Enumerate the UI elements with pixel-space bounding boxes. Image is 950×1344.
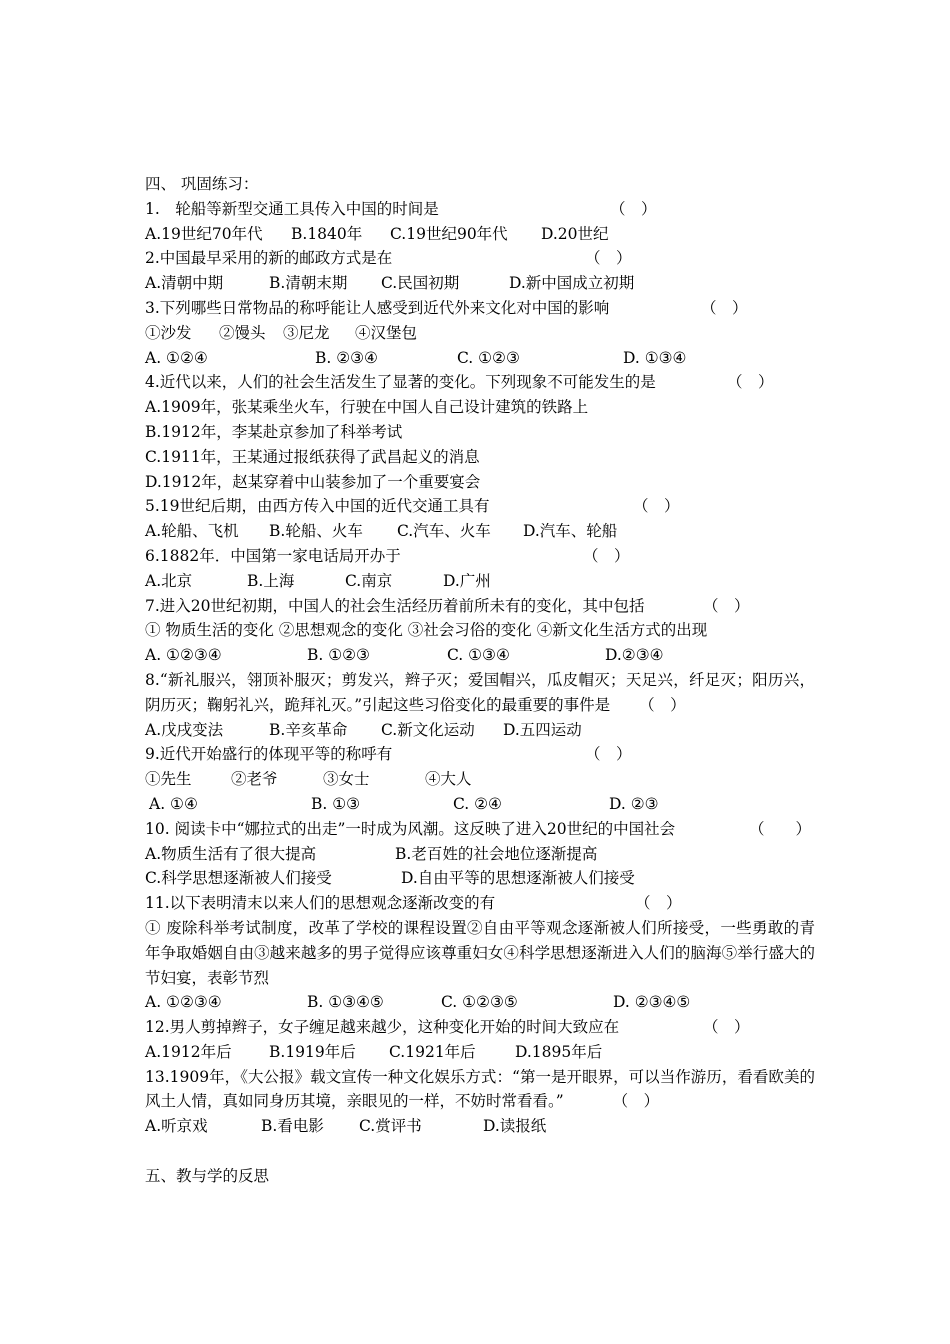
question-stem-text: 5.19世纪后期，由西方传入中国的近代交通工具有 [145,497,490,516]
option-a: A.戊戌变法 [145,720,224,739]
option-a: A.北京 [145,571,193,590]
question-8-stem [145,668,815,718]
option-d: D. ②③④⑤ [613,993,691,1012]
option-d: D.1895年后 [515,1042,603,1061]
question-stem-text: 7.进入20世纪初期，中国人的社会生活经历着前所未有的变化，其中包括 [145,596,645,615]
item-1: ①沙发 [145,323,192,342]
option-c: C.南京 [345,571,393,590]
option-c: C. ①②③ [457,348,520,367]
option-c: C.赏评书 [359,1117,422,1136]
question-4-option-d: D.1912年，赵某穿着中山装参加了一个重要宴会 [145,472,481,491]
option-d: D.读报纸 [483,1117,547,1136]
question-stem-text: 6.1882年．中国第一家电话局开办于 [145,546,401,565]
question-11-stem [145,891,815,916]
question-2-stem [145,246,815,271]
option-b: B.看电影 [261,1117,324,1136]
option-b: B.轮船、火车 [269,522,363,541]
option-c: C. ①③④ [447,646,510,665]
option-d: D. ①③④ [623,348,687,367]
answer-parentheses: （ ） [639,695,686,714]
question-stem-text: 10. 阅读卡中“娜拉式的出走”一时成为风潮。这反映了进入20世纪的中国社会 [145,819,676,838]
option-b: B. ②③④ [315,348,378,367]
option-b: B.1919年后 [269,1042,356,1061]
question-stem-text: 11.以下表明清末以来人们的思想观念逐渐改变的有 [145,894,496,913]
question-10-options-ab [145,842,815,867]
question-3-stem [145,296,815,321]
option-c: C.民国初期 [381,274,460,293]
option-c: C.1921年后 [389,1042,476,1061]
option-c: C. ②④ [453,794,502,813]
question-6-options [145,569,815,594]
answer-parentheses: （ ） [585,249,632,268]
question-1-options [145,222,815,247]
question-5-stem [145,494,815,519]
question-stem-text: 1. 轮船等新型交通工具传入中国的时间是 [145,199,439,218]
option-b: B.上海 [247,571,295,590]
answer-parentheses: （ ） [701,298,748,317]
option-a: A.物质生活有了很大提高 [145,844,317,863]
question-12-stem [145,1015,815,1040]
question-13-options [145,1114,815,1139]
item-3: ③女士 [323,770,370,789]
section-title: 四、 巩固练习： [145,175,259,193]
answer-parentheses: （ ） [727,373,774,392]
answer-parentheses: （ ） [585,745,632,764]
option-d: D.新中国成立初期 [509,274,635,293]
option-c: C.新文化运动 [381,720,475,739]
answer-parentheses: （ ） [583,546,630,565]
question-stem-text: 4.近代以来，人们的社会生活发生了显著的变化。下列现象不可能发生的是 [145,373,656,392]
question-11-items: ① 废除科举考试制度，改革了学校的课程设置②自由平等观念逐渐被人们所接受，一些勇敢的青年争取婚姻自由③越来越多的男子觉得应该尊重妇女④科学思想逐渐进入人们的脑海⑤举行盛大的节妇宴，表彰节烈 [145,918,815,987]
question-stem-text: 3.下列哪些日常物品的称呼能让人感受到近代外来文化对中国的影响 [145,298,610,317]
question-stem-text: 8.“新礼服兴，翎顶补服灭；剪发兴，辫子灭；爱国帽兴，瓜皮帽灭；天足兴，纤足灭；阳历兴，阴历灭；鞠躬礼兴，跪拜礼灭。”引起这些习俗变化的最重要的事件是 [145,670,815,714]
question-4-option-b: B.1912年，李某赴京参加了科举考试 [145,422,403,441]
option-b: B.老百姓的社会地位逐渐提高 [395,844,598,863]
item-4: ④大人 [425,770,472,789]
option-d: D.五四运动 [503,720,582,739]
section-title: 五、教与学的反思 [145,1166,270,1185]
option-a: A.清朝中期 [145,274,224,293]
question-1-stem [145,197,815,222]
option-c: C.19世纪90年代 [390,224,508,243]
option-a: A.1912年后 [145,1042,232,1061]
item-1: ①先生 [145,770,192,789]
option-a: A.19世纪70年代 [145,224,263,243]
question-7-items: ① 物质生活的变化 ②思想观念的变化 ③社会习俗的变化 ④新文化生活方式的出现 [145,621,708,640]
option-b: B.清朝末期 [269,274,348,293]
question-stem-text: 9.近代开始盛行的体现平等的称呼有 [145,745,393,764]
question-4-option-a: A.1909年，张某乘坐火车，行驶在中国人自己设计建筑的铁路上 [145,398,589,417]
option-d: D.自由平等的思想逐渐被人们接受 [401,869,635,888]
option-d: D.②③④ [605,646,664,665]
question-7-stem [145,594,815,619]
option-a: A. ①④ [149,794,198,813]
option-a: A. ①②③④ [145,993,222,1012]
option-b: B. ①②③ [307,646,370,665]
option-b: B.1840年 [291,224,363,243]
answer-parentheses: （ ） [633,497,680,516]
option-d: D.20世纪 [541,224,609,243]
question-3-items [145,321,815,346]
answer-parentheses: （ ） [703,596,750,615]
question-stem-text: 2.中国最早采用的新的邮政方式是在 [145,249,393,268]
option-b: B. ①③ [311,794,361,813]
question-2-options [145,271,815,296]
question-11-options [145,990,815,1015]
question-9-options [145,792,815,817]
answer-parentheses: （ ） [703,1018,750,1037]
worksheet-page [145,172,815,1189]
option-c: C.科学思想逐渐被人们接受 [145,869,332,888]
item-4: ④汉堡包 [355,323,418,342]
answer-parentheses: （ ） [610,199,657,218]
answer-parentheses: （ ） [612,1092,660,1111]
option-d: D.汽车、轮船 [523,522,618,541]
question-13-stem [145,1065,815,1115]
question-stem-text: 13.1909年，《大公报》载文宣传一种文化娱乐方式：“第一是开眼界，可以当作游历，看看欧美的风土人情，真如同身历其境，亲眼见的一样，不妨时常看看。” [145,1067,815,1111]
option-c: C.汽车、火车 [397,522,491,541]
item-2: ②老爷 [231,770,278,789]
question-4-stem [145,370,815,395]
question-8-options [145,718,815,743]
option-d: D.广州 [443,571,491,590]
option-a: A.听京戏 [145,1117,208,1136]
spacer [145,1139,815,1164]
option-a: A. ①②④ [145,348,208,367]
question-9-stem [145,742,815,767]
option-b: B.辛亥革命 [269,720,348,739]
answer-parentheses: （ ） [635,894,682,913]
option-c: C. ①②③⑤ [441,993,518,1012]
question-4-option-c: C.1911年，王某通过报纸获得了武昌起义的消息 [145,447,480,466]
question-5-options [145,519,815,544]
question-6-stem [145,544,815,569]
answer-parentheses: （ ） [749,819,812,838]
item-2: ②馒头 [219,323,266,342]
question-10-options-cd [145,866,815,891]
question-7-options [145,643,815,668]
option-b: B. ①③④⑤ [307,993,384,1012]
question-3-options [145,346,815,371]
question-stem-text: 12.男人剪掉辫子，女子缠足越来越少，这种变化开始的时间大致应在 [145,1018,620,1037]
option-a: A.轮船、飞机 [145,522,239,541]
item-3: ③尼龙 [283,323,330,342]
question-12-options [145,1040,815,1065]
question-10-stem [145,817,815,842]
question-9-items [145,767,815,792]
option-a: A. ①②③④ [145,646,222,665]
option-d: D. ②③ [609,794,659,813]
